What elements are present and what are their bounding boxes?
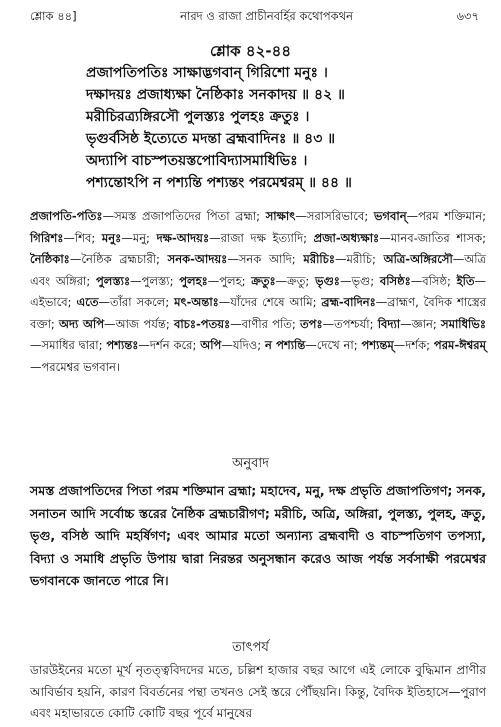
synonym-meaning: —জ্ঞান; bbox=[400, 316, 441, 331]
synonym-word: ভগবান্ bbox=[373, 209, 407, 223]
synonym-word: মৎ-অন্তাঃ bbox=[174, 295, 219, 309]
verse-line: মরীচিরত্র্যঙ্গিরসৌ পুলস্ত্যঃ পুলহঃ ক্রতুঃ । bbox=[86, 109, 310, 125]
synonym-word: অপি bbox=[200, 338, 222, 352]
synonym-meaning: —বসিষ্ঠ; bbox=[410, 273, 457, 288]
synonym-meaning: —মরীচি; bbox=[335, 252, 384, 266]
synonym-word: মরীচিঃ bbox=[303, 252, 336, 266]
synonym-meaning: —ব্রাহ্মণ, বৈদিক শাস্ত্রের বক্তা; bbox=[30, 295, 486, 331]
synonym-meaning: —যাঁদের শেষে আমি; bbox=[218, 295, 322, 309]
synonym-word: পরম-ঈশ্বরম্ bbox=[433, 338, 486, 352]
synonym-word: পশ্যন্তম্ bbox=[361, 338, 394, 352]
synonym-word: তপঃ bbox=[300, 316, 323, 331]
synonym-meaning: —দর্শক; bbox=[393, 338, 434, 352]
synonym-word: প্রজা-অধ্যক্ষাঃ bbox=[313, 230, 380, 245]
synonym-meaning: —ক্রতু; bbox=[275, 273, 316, 288]
synonyms-block bbox=[30, 206, 486, 378]
translation-heading: অনুবাদ bbox=[232, 456, 269, 471]
synonym-word: ক্রতুঃ bbox=[251, 273, 276, 288]
synonym-meaning: —আজ পর্যন্ত; bbox=[104, 316, 174, 331]
purport-text: ডারউইনের মতো মূর্খ নৃতত্ত্ববিদদের মতে, চল্লিশ হাজার বছর আগে এই লোকে বুদ্ধিমান প্রাণীর আবির্ভাব হয়নি, কারণ বিবর্তনের পন্থা তখনও সেই স্তরে পৌঁছয়নি। কিন্তু, বৈদিক ইতিহাসে—পুরাণ এবং মহাভারতে কোটি কোটি বছর পূর্বে মানুষের bbox=[30, 663, 486, 720]
synonym-meaning: —মানব-জাতির শাসক; bbox=[379, 230, 486, 245]
synonym-word: পুলস্ত্যঃ bbox=[95, 273, 131, 288]
synonym-meaning: —এইভাবে; bbox=[30, 273, 487, 309]
header-verse-ref: শ্লোক ৪৪] bbox=[30, 9, 77, 23]
purport-block bbox=[30, 660, 486, 725]
header-page-number: ৬৩৭ bbox=[456, 9, 479, 23]
synonym-meaning: —দেখে না; bbox=[305, 338, 362, 352]
verse-number: শ্লোক ৪২-৪৪ bbox=[209, 42, 292, 60]
purport-heading: তাৎপর্য bbox=[232, 640, 269, 655]
synonym-meaning: —সরাসরিভাবে; bbox=[295, 209, 374, 223]
synonym-meaning: —পুলস্ত্য; bbox=[130, 273, 180, 288]
translation-text: সমস্ত প্রজাপতিদের পিতা পরম শক্তিমান ব্রহ্মা; মহাদেব, মনু, দক্ষ প্রভৃতি প্রজাপতিগণ; সনক, সনাতন আদি সর্বোচ্চ স্তরের নৈষ্ঠিক ব্রহ্মচারীগণ; মরীচি, অত্রি, অঙ্গিরা, পুলস্ত্য, পুলহ, ক্রতু, ভৃগু, বসিষ্ঠ আদি মহর্ষিগণ; এবং আমার মতো অন্যান্য ব্রহ্মবাদী ও বাচস্পতিগণ তপস্যা, বিদ্যা ও সমাধি প্রভৃতি উপায় দ্বারা নিরন্তর অনুসন্ধান করেও আজ পর্যন্ত সর্বসাক্ষী পরমেশ্বর ভগবানকে জানতে পারে নি। bbox=[30, 483, 486, 588]
synonym-word: নৈষ্ঠিকাঃ bbox=[30, 252, 70, 266]
synonym-word: বসিষ্ঠঃ bbox=[379, 273, 411, 288]
verse-line: পশ্যন্তোঽপি ন পশ্যন্তি পশ্যন্তং পরমেশ্বরম্ ॥ ৪৪ ॥ bbox=[86, 175, 352, 191]
synonym-word: বাচঃ-পতয়ঃ bbox=[173, 316, 231, 331]
synonym-word: বিদ্যা bbox=[377, 316, 401, 331]
synonym-meaning: —শিব; bbox=[63, 230, 102, 245]
synonyms-paragraph bbox=[30, 206, 486, 378]
synonym-meaning: —পুলহ; bbox=[207, 273, 252, 288]
verse-line: প্রজাপতিপতিঃ সাক্ষাদ্ভগবান্ গিরিশো মনুঃ । bbox=[86, 65, 328, 81]
synonym-word: পশ্যন্তঃ bbox=[106, 338, 139, 352]
verse-line: ভৃগুর্বসিষ্ঠ ইত্যেতে মদন্তা ব্রহ্মবাদিনঃ ॥ ৪৩ ॥ bbox=[86, 131, 336, 147]
synonym-word: ভৃগুঃ bbox=[315, 273, 340, 288]
synonym-meaning: —রাজা দক্ষ ইত্যাদি; bbox=[209, 230, 314, 245]
synonym-meaning: —তপশ্চর্যা; bbox=[322, 316, 378, 331]
synonym-word: প্রজাপতি-পতিঃ bbox=[30, 209, 103, 223]
synonym-word: সমাধিভিঃ bbox=[440, 316, 487, 331]
synonym-meaning: —বাণীর পতি; bbox=[230, 316, 301, 331]
synonym-word: এতে bbox=[76, 295, 99, 309]
synonym-meaning: —মনু; bbox=[121, 230, 157, 245]
synonym-meaning: —ভৃগু; bbox=[339, 273, 380, 288]
synonym-word: গিরিশঃ bbox=[30, 230, 64, 245]
synonym-word: ইতি bbox=[456, 273, 475, 288]
translation-block bbox=[30, 480, 486, 593]
synonym-meaning: —সনক আদি; bbox=[227, 252, 304, 266]
synonym-word: ন পশ্যন্তি bbox=[265, 338, 306, 352]
synonym-meaning: —পরম শক্তিমান; bbox=[406, 209, 486, 223]
synonym-meaning: —অত্রি এবং অঙ্গিরা; bbox=[30, 252, 486, 288]
synonym-word: মনুঃ bbox=[101, 230, 122, 245]
synonym-word: অদ্য অপি bbox=[59, 316, 105, 331]
running-header bbox=[30, 8, 479, 26]
synonym-word: অত্রি-অঙ্গিরসৌ bbox=[383, 252, 453, 266]
synonym-meaning: —নৈষ্ঠিক ব্রহ্মচারী; bbox=[69, 252, 168, 266]
synonym-word: সনক-আদয়ঃ bbox=[167, 252, 228, 266]
synonym-meaning: —যদিও; bbox=[221, 338, 265, 352]
synonym-word: দক্ষ-আদয়ঃ bbox=[156, 230, 210, 245]
header-chapter-title: নারদ ও রাজা প্রাচীনবর্হির কথোপকথন bbox=[180, 9, 354, 23]
verse-line: দক্ষাদয়ঃ প্রজাধ্যক্ষা নৈষ্ঠিকাঃ সনকাদয় ॥ ৪২ ॥ bbox=[86, 87, 345, 103]
synonym-meaning: —পরমেশ্বর ভগবান। bbox=[30, 359, 121, 374]
synonym-word: ব্রহ্ম-বাদিনঃ bbox=[321, 295, 376, 309]
synonym-word: পুলহঃ bbox=[179, 273, 208, 288]
synonym-word: সাক্ষাৎ bbox=[265, 209, 296, 223]
synonym-meaning: —দর্শন করে; bbox=[138, 338, 201, 352]
synonym-meaning: —তাঁরা সকলে; bbox=[98, 295, 175, 309]
synonym-meaning: —সমস্ত প্রজাপতিদের পিতা ব্রহ্মা; bbox=[102, 209, 266, 223]
synonym-meaning: —সমাধির দ্বারা; bbox=[30, 338, 107, 352]
verse-line: অদ্যাপি বাচস্পতয়স্তপোবিদ্যাসমাধিভিঃ । bbox=[86, 153, 308, 169]
